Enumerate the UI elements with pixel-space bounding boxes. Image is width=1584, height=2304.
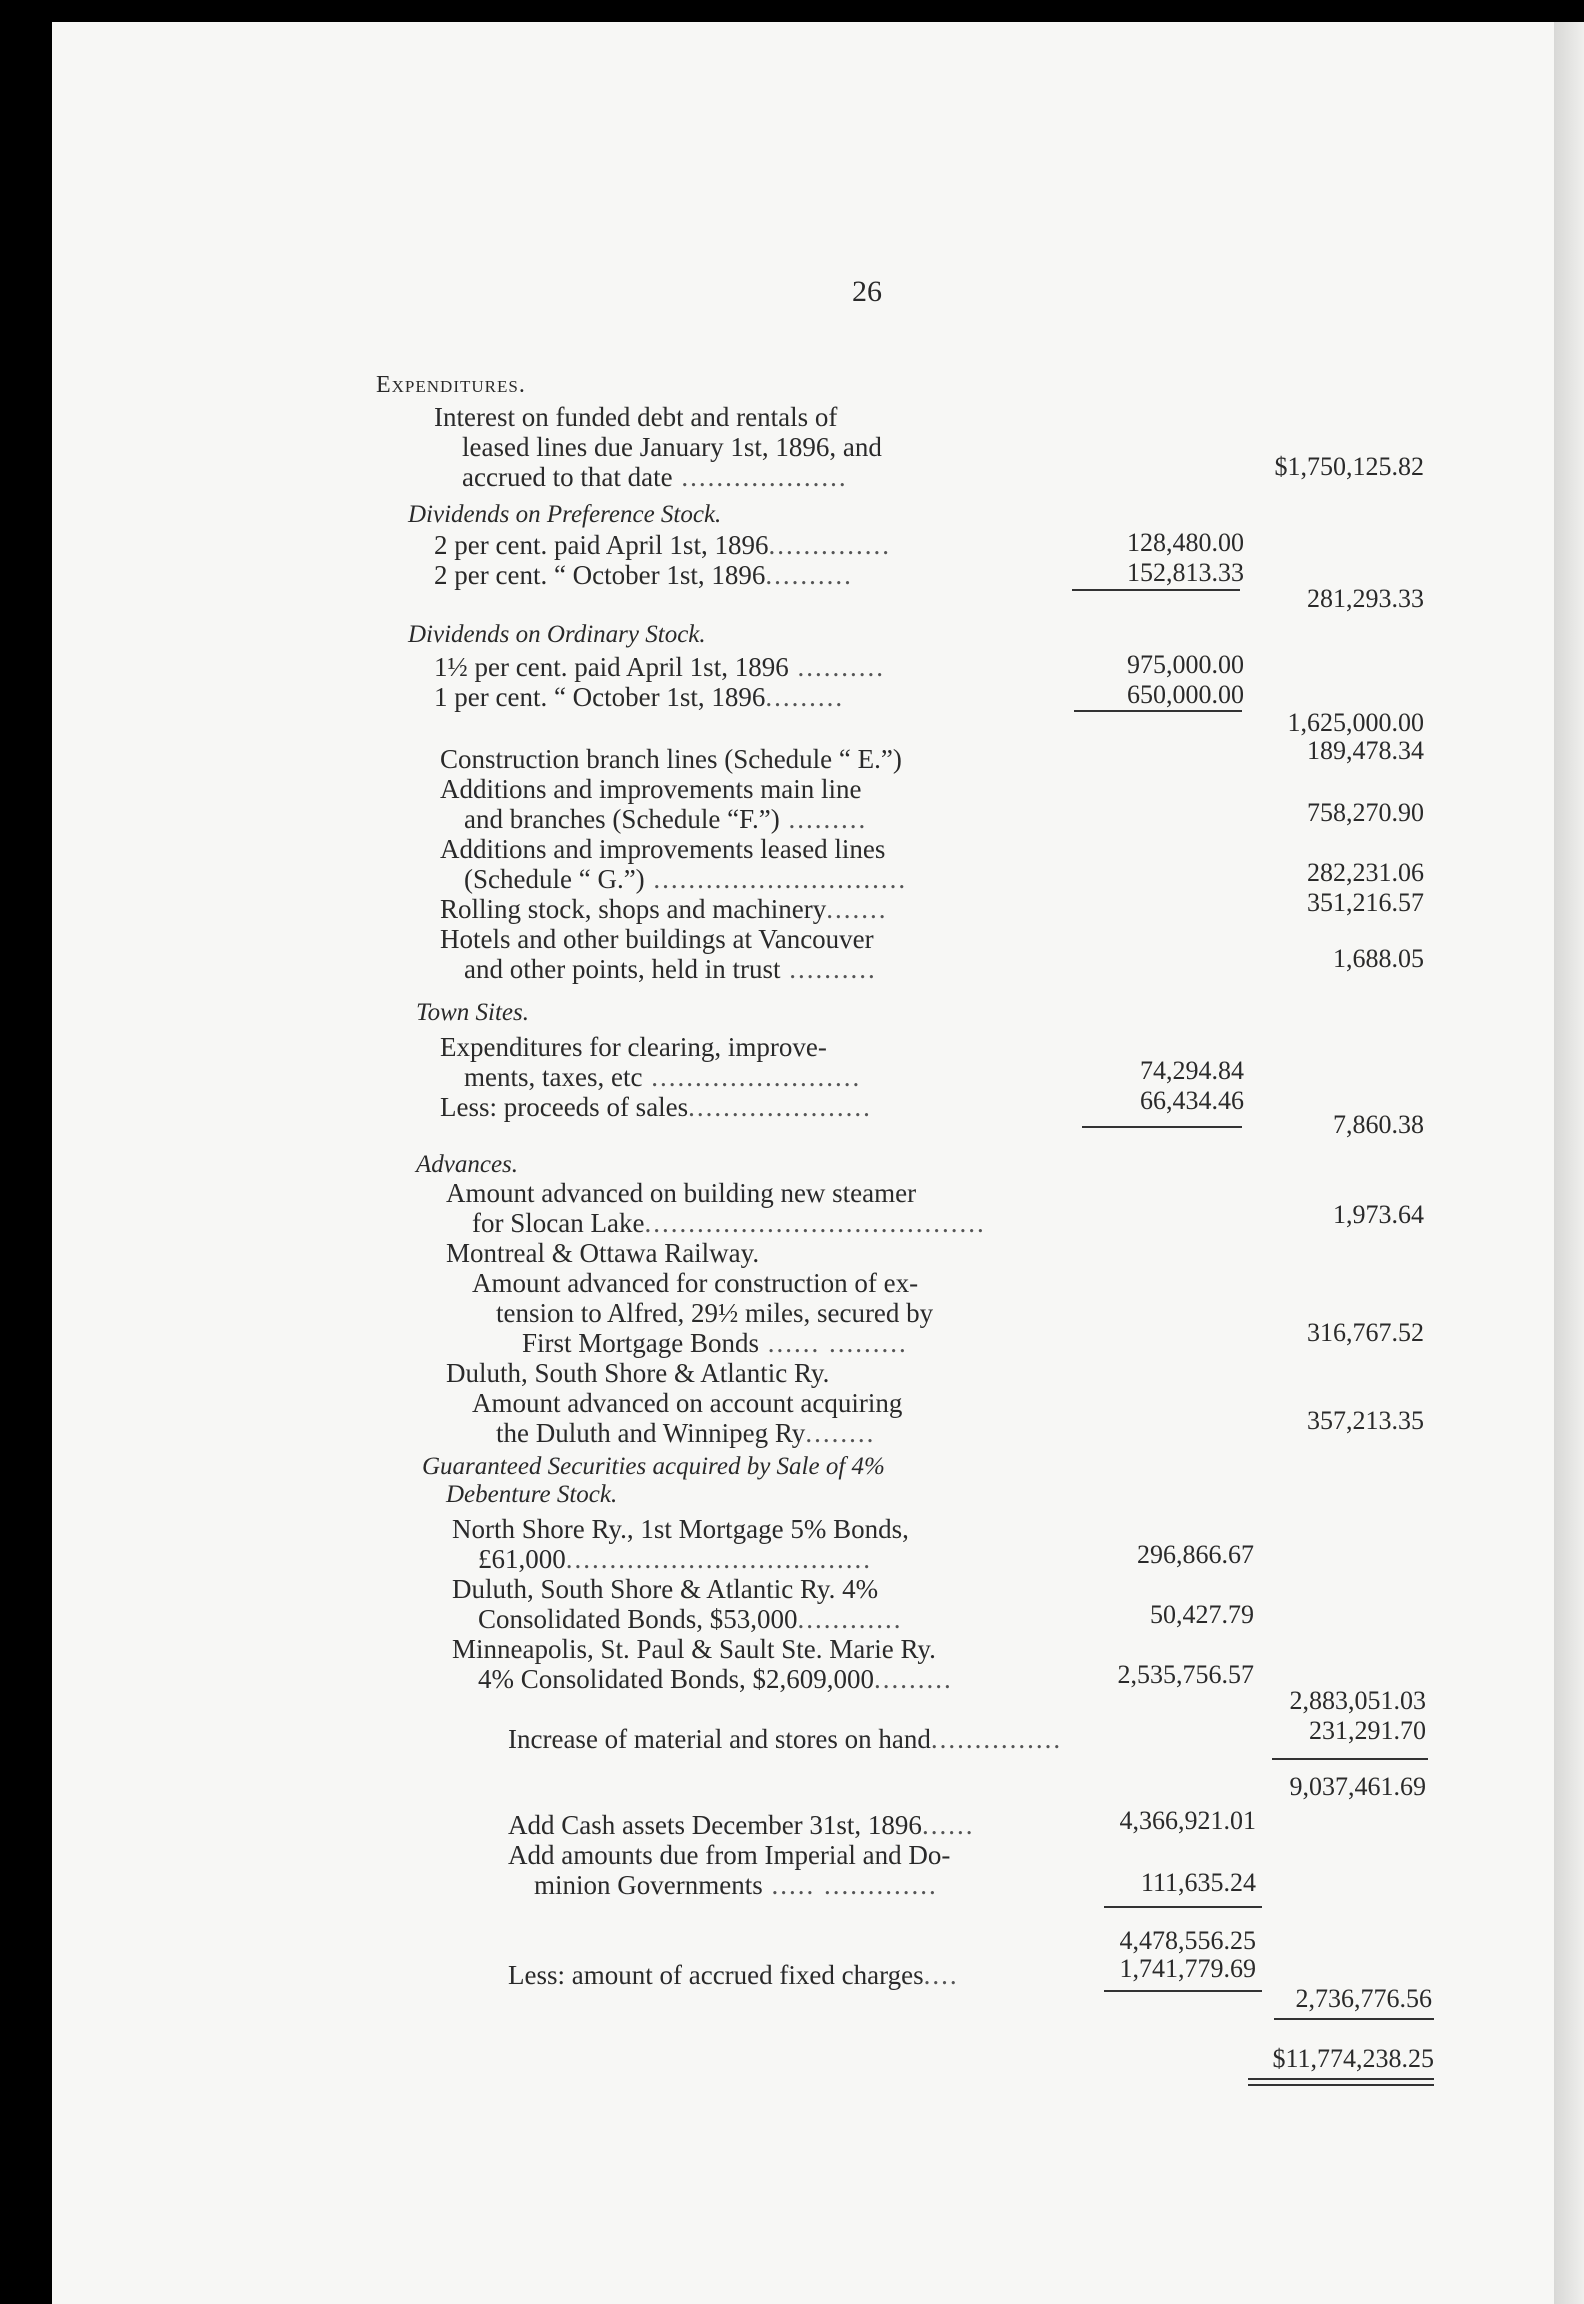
net-cash-amount: 2,736,776.56 xyxy=(1295,1984,1432,2013)
less-fixed-rule xyxy=(1104,1990,1262,1992)
interest-line-3: accrued to that date ................... xyxy=(462,462,848,492)
montreal-ottawa-title: Montreal & Ottawa Railway. xyxy=(446,1238,760,1268)
interest-line-2: leased lines due January 1st, 1896, and xyxy=(462,432,882,462)
town-sites-title: Town Sites. xyxy=(416,999,530,1026)
guaranteed-title-1: Guaranteed Securities acquired by Sale of 4% xyxy=(422,1453,885,1480)
increase-line: Increase of material and stores on hand............... xyxy=(508,1724,1063,1754)
msp-amount: 2,535,756.57 xyxy=(1117,1660,1254,1689)
pref-rule xyxy=(1072,589,1240,591)
town-line-1: Expenditures for clearing, improve- xyxy=(440,1032,827,1062)
montreal-ottawa-line-1: Amount advanced for construction of ex- xyxy=(472,1268,919,1298)
town-less-amount: 66,434.46 xyxy=(1140,1086,1244,1115)
ord-total: 1,625,000.00 xyxy=(1287,708,1424,737)
pref-stock-title: Dividends on Preference Stock. xyxy=(408,501,722,528)
due-line-1: Add amounts due from Imperial and Do- xyxy=(508,1840,951,1870)
grand-total-rule-2 xyxy=(1248,2084,1434,2086)
add-main-line-1: Additions and improvements main line xyxy=(440,774,862,804)
hotels-line-2: and other points, held in trust .......... xyxy=(464,954,877,984)
montreal-ottawa-line-3: First Mortgage Bonds ...... ......... xyxy=(522,1328,908,1358)
ord-stock-title: Dividends on Ordinary Stock. xyxy=(408,621,706,648)
town-rule xyxy=(1082,1126,1242,1128)
advance-line-2: for Slocan Lake....................................... xyxy=(472,1208,986,1238)
grand-total-amount: $11,774,238.25 xyxy=(1272,2044,1434,2073)
cash-rule xyxy=(1104,1906,1262,1908)
pref-line-1: 2 per cent. paid April 1st, 1896.............. xyxy=(434,530,891,560)
due-amount: 111,635.24 xyxy=(1140,1868,1256,1897)
advance-steamer-amount: 1,973.64 xyxy=(1333,1200,1424,1229)
ord-line-2: 1 per cent. “ October 1st, 1896......... xyxy=(434,682,845,712)
grand-total-rule-1 xyxy=(1248,2078,1434,2080)
town-line-2: ments, taxes, etc ........................ xyxy=(464,1062,862,1092)
msp-line-1: Minneapolis, St. Paul & Sault Ste. Marie Ry. xyxy=(452,1634,936,1664)
interest-amount: $1,750,125.82 xyxy=(1274,452,1424,481)
pref-amount-2: 152,813.33 xyxy=(1127,558,1244,587)
north-shore-line-1: North Shore Ry., 1st Mortgage 5% Bonds, xyxy=(452,1514,909,1544)
advance-line-1: Amount advanced on building new steamer xyxy=(446,1178,917,1208)
duluth-title: Duluth, South Shore & Atlantic Ry. xyxy=(446,1358,830,1388)
pref-amount-1: 128,480.00 xyxy=(1127,528,1244,557)
less-fixed-amount: 1,741,779.69 xyxy=(1119,1954,1256,1983)
add-leased-line-1: Additions and improvements leased lines xyxy=(440,834,886,864)
add-leased-line-2: (Schedule “ G.”) ............................. xyxy=(464,864,908,894)
construction-line: Construction branch lines (Schedule “ E.”) xyxy=(440,744,902,774)
cash-assets-line: Add Cash assets December 31st, 1896...... xyxy=(508,1810,975,1840)
grand-total-rule-top xyxy=(1274,2018,1434,2020)
duluth-amount: 357,213.35 xyxy=(1307,1406,1424,1435)
msp-line-2: 4% Consolidated Bonds, $2,609,000......... xyxy=(478,1664,953,1694)
document-page xyxy=(52,22,1584,2304)
north-shore-line-2: £61,000................................... xyxy=(478,1544,872,1574)
duluth-line-1: Amount advanced on account acquiring xyxy=(472,1388,903,1418)
add-main-line-2: and branches (Schedule “F.”) ......... xyxy=(464,804,868,834)
dssa-amount: 50,427.79 xyxy=(1150,1600,1254,1629)
hotels-line-1: Hotels and other buildings at Vancouver xyxy=(440,924,874,954)
cash-total-amount: 4,478,556.25 xyxy=(1119,1926,1256,1955)
advances-title: Advances. xyxy=(416,1151,519,1178)
north-shore-amount: 296,866.67 xyxy=(1137,1540,1254,1569)
town-line-3: Less: proceeds of sales..................... xyxy=(440,1092,872,1122)
ord-line-1: 1½ per cent. paid April 1st, 1896 .......... xyxy=(434,652,885,682)
expenditures-statement xyxy=(52,22,1584,2304)
town-expenditure-amount: 74,294.84 xyxy=(1140,1056,1244,1085)
rolling-stock-line: Rolling stock, shops and machinery....... xyxy=(440,894,888,924)
hotels-amount: 1,688.05 xyxy=(1333,944,1424,973)
montreal-ottawa-amount: 316,767.52 xyxy=(1307,1318,1424,1347)
ord-amount-2: 650,000.00 xyxy=(1127,680,1244,709)
section-heading: Expenditures. xyxy=(376,372,526,398)
subtotal-rule xyxy=(1272,1758,1428,1760)
less-fixed-line: Less: amount of accrued fixed charges.... xyxy=(508,1960,959,1990)
montreal-ottawa-line-2: tension to Alfred, 29½ miles, secured by xyxy=(496,1298,934,1328)
ord-amount-1: 975,000.00 xyxy=(1127,650,1244,679)
guaranteed-title-2: Debenture Stock. xyxy=(446,1481,618,1508)
add-leased-amount: 282,231.06 xyxy=(1307,858,1424,887)
subtotal-amount: 9,037,461.69 xyxy=(1289,1772,1426,1801)
interest-line-1: Interest on funded debt and rentals of xyxy=(434,402,838,432)
town-net-amount: 7,860.38 xyxy=(1333,1110,1424,1139)
dssa-line-2: Consolidated Bonds, $53,000............ xyxy=(478,1604,903,1634)
add-main-amount: 758,270.90 xyxy=(1307,798,1424,827)
pref-line-2: 2 per cent. “ October 1st, 1896.......... xyxy=(434,560,853,590)
rolling-stock-amount: 351,216.57 xyxy=(1307,888,1424,917)
dssa-line-1: Duluth, South Shore & Atlantic Ry. 4% xyxy=(452,1574,879,1604)
guaranteed-total: 2,883,051.03 xyxy=(1289,1686,1426,1715)
page-number: 26 xyxy=(852,275,882,308)
ord-rule xyxy=(1074,710,1242,712)
duluth-line-2: the Duluth and Winnipeg Ry........ xyxy=(496,1418,876,1448)
construction-amount: 189,478.34 xyxy=(1307,736,1424,765)
pref-total: 281,293.33 xyxy=(1307,584,1424,613)
increase-amount: 231,291.70 xyxy=(1309,1716,1426,1745)
cash-assets-amount: 4,366,921.01 xyxy=(1119,1806,1256,1835)
due-line-2: minion Governments ..... ............. xyxy=(534,1870,938,1900)
